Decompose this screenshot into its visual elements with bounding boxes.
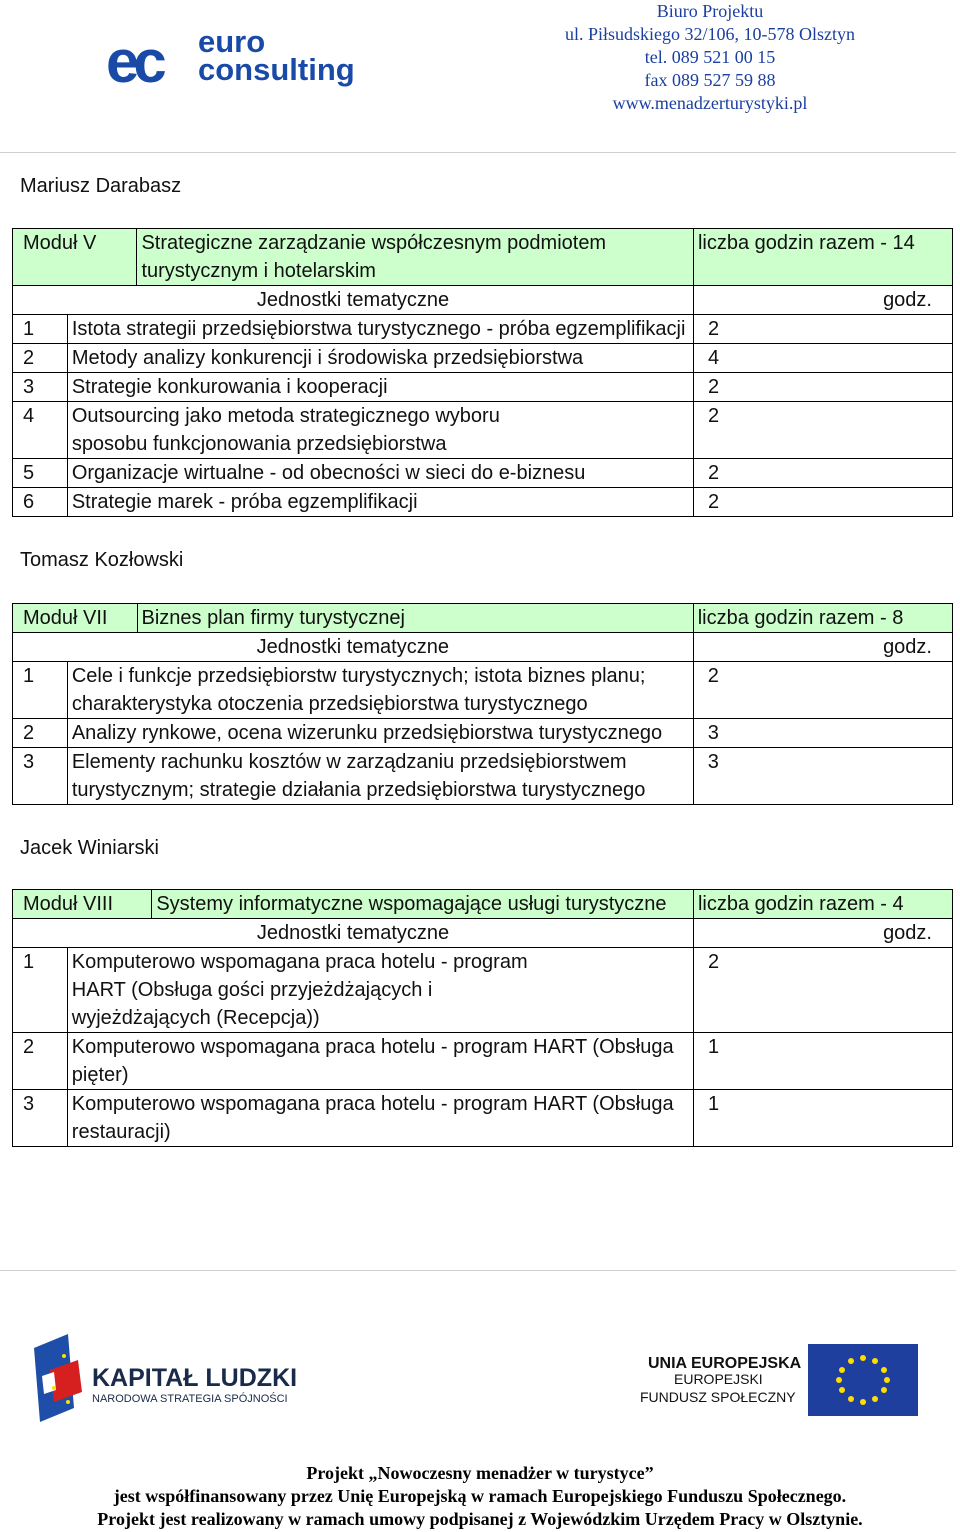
row-hours: 2 [693,315,952,344]
units-header-row [13,919,953,948]
row-number: 4 [13,402,68,459]
row-hours: 2 [693,402,952,459]
logo-mark: ec [106,28,161,95]
module-hours-total: liczba godzin razem - 14 [693,229,952,286]
row-number: 1 [13,315,68,344]
row-topic: Analizy rynkowe, ocena wizerunku przedsiębiorstwa turystycznego [67,719,693,748]
row-topic: Cele i funkcje przedsiębiorstw turystycznych; istota biznes planu; charakterystyka otoczenia przedsiębiorstwa turystycznego [67,662,693,719]
row-number: 3 [13,748,68,805]
row-number: 3 [13,1090,68,1147]
office-address: ul. Piłsudskiego 32/106, 10-578 Olsztyn [564,24,855,44]
row-number: 3 [13,373,68,402]
module-table [12,228,953,517]
row-topic: Elementy rachunku kosztów w zarządzaniu przedsiębiorstwem turystycznym; strategie działania przedsiębiorstwa turystycznego [67,748,693,805]
table-row [13,662,953,719]
table-row [13,948,953,1033]
header-divider [0,152,956,153]
units-header-row [13,286,953,315]
table-row [13,344,953,373]
row-hours: 3 [693,748,952,805]
row-number: 1 [13,948,68,1033]
units-header: Jednostki tematyczne [13,919,694,948]
module-name: Moduł V [13,229,137,286]
module-table [12,603,953,805]
agreement-note: Projekt jest realizowany w ramach umowy podpisanej z Wojewódzkim Urzędem Pracy w Olsztynie. [97,1509,863,1529]
lecturer-name: Tomasz Kozłowski [20,549,184,571]
cofinancing-note: jest współfinansowany przez Unię Europejską w ramach Europejskiego Funduszu Społecznego. [113,1486,847,1506]
module-hours-total: liczba godzin razem - 4 [693,890,952,919]
row-number: 2 [13,344,68,373]
eu-line2: EUROPEJSKI [674,1371,763,1387]
row-hours: 2 [693,488,952,517]
office-name: Biuro Projektu [656,1,764,21]
module-title: Strategiczne zarządzanie współczesnym podmiotem turystycznym i hotelarskim [137,229,694,286]
eu-line1: UNIA EUROPEJSKA [648,1355,802,1372]
office-phone: tel. 089 521 00 15 [644,47,776,67]
module-title: Systemy informatyczne wspomagające usługi turystyczne [152,890,694,919]
lecturer-name: Mariusz Darabasz [20,175,182,197]
module-header-row [13,604,953,633]
funding-statement [0,1462,960,1531]
row-topic: Komputerowo wspomagana praca hotelu - program HART (Obsługa pięter) [67,1033,693,1090]
table-row [13,1033,953,1090]
row-hours: 1 [693,1090,952,1147]
hours-header: godz. [693,633,952,662]
table-row [13,315,953,344]
table-row [13,459,953,488]
row-topic: Strategie marek - próba egzemplifikacji [67,488,693,517]
hours-header: godz. [693,286,952,315]
row-hours: 4 [693,344,952,373]
row-hours: 2 [693,373,952,402]
row-topic: Metody analizy konkurencji i środowiska przedsiębiorstwa [67,344,693,373]
row-number: 2 [13,1033,68,1090]
row-hours: 2 [693,662,952,719]
module-name: Moduł VII [13,604,138,633]
row-topic: Organizacje wirtualne - od obecności w sieci do e-biznesu [67,459,693,488]
kapital-ludzki-emblem-icon [28,1330,308,1430]
units-header: Jednostki tematyczne [13,633,694,662]
eu-flag-icon [808,1344,918,1416]
kapital-ludzki-logo [28,1330,308,1430]
kl-subtitle: NARODOWA STRATEGIA SPÓJNOŚCI [92,1393,288,1405]
module-table [12,889,953,1147]
table-row [13,373,953,402]
row-number: 5 [13,459,68,488]
module-name: Moduł VIII [13,890,152,919]
kl-title: KAPITAŁ LUDZKI [92,1364,298,1392]
row-number: 2 [13,719,68,748]
office-fax: fax 089 527 59 88 [644,70,776,90]
units-header: Jednostki tematyczne [13,286,694,315]
eu-line3: FUNDUSZ SPOŁECZNY [640,1389,796,1405]
module-hours-total: liczba godzin razem - 8 [693,604,952,633]
row-topic: Komputerowo wspomagana praca hotelu - program HART (Obsługa restauracji) [67,1090,693,1147]
logo-line1: euro [198,24,266,59]
table-row [13,488,953,517]
footer-divider [0,1270,956,1271]
eu-esf-logo [612,1322,944,1434]
logo-line2: consulting [198,52,355,87]
lecturer-name: Jacek Winiarski [20,837,159,859]
module-header-row [13,229,953,286]
row-hours: 1 [693,1033,952,1090]
table-row [13,748,953,805]
module-header-row [13,890,953,919]
project-office-contact [540,0,880,115]
row-topic: Istota strategii przedsiębiorstwa turystycznego - próba egzemplifikacji [67,315,693,344]
module-title: Biznes plan firmy turystycznej [137,604,693,633]
hours-header: godz. [693,919,952,948]
row-number: 6 [13,488,68,517]
row-topic: Strategie konkurowania i kooperacji [67,373,693,402]
units-header-row [13,633,953,662]
euro-consulting-logo [106,24,376,95]
table-row [13,719,953,748]
row-topic: Komputerowo wspomagana praca hotelu - program HART (Obsługa gości przyjeżdżających i wyjeżdżających (Recepcja)) [67,948,693,1033]
project-name: Projekt „Nowoczesny menadżer w turystyce” [306,1463,654,1483]
table-row [13,1090,953,1147]
row-topic: Outsourcing jako metoda strategicznego wyboru sposobu funkcjonowania przedsiębiorstwa [67,402,693,459]
row-hours: 3 [693,719,952,748]
row-number: 1 [13,662,68,719]
table-row [13,402,953,459]
logo-wordmark [198,24,355,87]
office-website[interactable]: www.menadzerturystyki.pl [612,93,808,113]
row-hours: 2 [693,459,952,488]
row-hours: 2 [693,948,952,1033]
